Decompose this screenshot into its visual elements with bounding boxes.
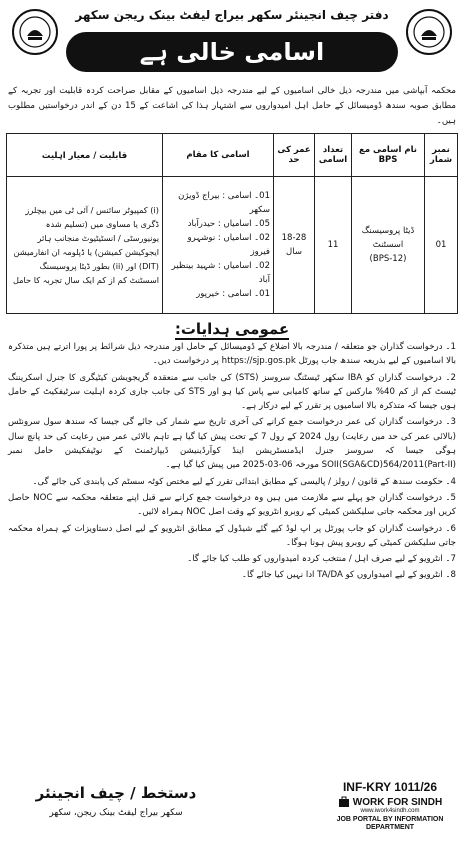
table-row (7, 177, 458, 314)
cell-count: 11 (315, 177, 352, 314)
header-location: اسامی کا مقام (163, 134, 274, 177)
header-post: نام اسامی مع BPS (352, 134, 425, 177)
signature-office: سکھر بیراج لیفٹ بینک ریجن، سکھر (49, 808, 183, 818)
reference-code: INF-KRY 1011/26 (342, 780, 438, 794)
header-serial: نمبر شمار (425, 134, 458, 177)
signature-title: دستخط / چیف انجینئر (35, 784, 197, 802)
instructions-list (6, 340, 458, 583)
instruction-item: 6۔ درخواست گذاران کو جاب پورٹل پر اپ لوڈ کیے گئے شیڈول کے مطابق انٹرویو کے لیے اصل دستاویزات کے ہمراہ محکمہ جاتی سلیکشن کمیٹی کے روبرو پیش ہونا ہوگا۔ (8, 523, 456, 548)
location-item: 01۔ اسامی : بیراج ڈویژن سکھر (178, 191, 270, 215)
header-age: عمر کی حد (274, 134, 315, 177)
header-qualification: قابلیت / معیار اہلیت (7, 134, 163, 177)
work-for-sindh-logo (330, 796, 450, 808)
work-for-sindh-text: WORK FOR SINDH (352, 796, 443, 808)
instruction-item: 3۔ درخواست گذاران کی عمر درخواست جمع کرانے کی آخری تاریخ سے شمار کی جائے گی جیسا کہ سندھ سول سرونٹس (بالائی عمر کی حد میں رعایت) رول 2024 کے رول 7 کے تحت پیش کیا گیا ہے تاہم بالائی عمر میں رعایت کی حد پانچ سال ہوگی جیسا کہ سروسز جنرل ایڈمنسٹریشن اینڈ کوآرڈینیشن ڈیپارٹمنٹ کے نوٹیفکیشن حامل نمبر SOII(SGA&CD)564/2011(Part-II) مورخہ 06-03-2025 میں پیش کیا گیا ہے۔ (8, 417, 457, 471)
location-item: 05۔ اسامیاں : حیدرآباد (187, 219, 270, 229)
office-heading: دفتر چیف انجینئر سکھر بیراج لیفٹ بینک ریجن سکھر (75, 8, 389, 22)
instruction-item: 4۔ حکومت سندھ کے قانون / رولز / پالیسی کے مطابق ابتدائی تقرر کے لیے مختص کوٹہ سسٹم کی پابندی کی جائے گی۔ (32, 476, 456, 487)
signature-block (16, 784, 216, 818)
sindh-govt-emblem-icon (404, 6, 454, 58)
cell-age: 18-28 سال (274, 177, 315, 314)
instruction-item: 8۔ انٹرویو کے لیے امیدواروں کو TA/DA ادا نہیں کیا جائے گا۔ (241, 570, 456, 581)
header (6, 4, 458, 90)
briefcase-icon (338, 796, 350, 808)
vacancy-banner: اسامی خالی ہے (66, 32, 398, 72)
instruction-item: 1۔ درخواست گذاران جو متعلقہ / مندرجہ بالا اضلاع کے ڈومیسائل کے حامل اور مندرجہ ذیل شرائط پر پورا اترتے ہیں متذکرہ بالا اسامیوں کے لیے بذریعہ سندھ جاب پورٹل https://sjp.gos.pk پر درخواست دیں۔ (8, 342, 456, 367)
post-name: ڈیٹا پروسیسنگ اسسٹنٹ (361, 226, 415, 250)
cell-post (352, 177, 425, 314)
portal-website: www.iwork4sindh.com (360, 808, 420, 814)
reference-block (330, 780, 450, 832)
instruction-item: 5۔ درخواست گذاران جو پہلے سے ملازمت میں ہیں وہ درخواست جمع کرانے سے قبل اپنے متعلقہ محکمہ سے NOC حاصل کریں اور محکمہ جاتی سلیکشن کمیٹی کے روبرو انٹرویو کے وقت اصل NOC ہمراہ لائیں۔ (8, 492, 457, 518)
cell-location (163, 177, 274, 314)
cell-serial: 01 (425, 177, 458, 314)
sindh-govt-emblem-icon (10, 6, 60, 58)
location-item: 01۔ اسامی : خیرپور (196, 289, 270, 299)
job-portal-credit: JOB PORTAL BY INFORMATION DEPARTMENT (336, 816, 444, 831)
posts-table (6, 133, 458, 314)
general-instructions-title: عمومی ہدایات: (174, 320, 290, 338)
post-bps: (BPS-12) (369, 254, 407, 264)
location-item: 02۔ اسامیاں : نوشہرو فیروز (187, 233, 270, 257)
instruction-item: 7۔ انٹرویو کے لیے صرف اہل / منتخب کردہ امیدواروں کو طلب کیا جائے گا۔ (187, 554, 456, 565)
header-count: تعداد اسامی (315, 134, 352, 177)
cell-qualification: (i) کمپیوٹر سائنس / آئی ٹی میں بیچلرز ڈگری یا مساوی میں (تسلیم شدہ یونیورسٹی / انسٹیٹیوٹ منجانب ہائر ایجوکیشن کمیشن) یا ڈپلومہ ان انفارمیشن (DIT) اور (ii) بطور ڈیٹا پروسیسنگ اسسٹنٹ کم از کم ایک سال تجربہ کا حامل (7, 177, 163, 314)
table-header-row (7, 134, 458, 177)
instruction-item: 2۔ درخواست گذاران کو IBA سکھر ٹیسٹنگ سروسز (STS) کی جانب سے منعقدہ گریجویشن کیٹیگری کا جنرل اسکریننگ ٹیسٹ کم از کم 40% مارکس کے ساتھ کامیابی سے پاس کیا ہو اور STS کی جانب جاری کردہ اہلیت سرٹیفکیٹ کے حامل ہوں جیسا کہ متذکرہ بالا اسامیوں پر تقرر کے لیے درکار ہے۔ (8, 372, 456, 412)
footer (6, 764, 458, 848)
location-item: 02۔ اسامیاں : شہید بینظیر آباد (171, 261, 270, 285)
intro-paragraph: محکمہ آبپاشی میں مندرجہ ذیل خالی اسامیوں کے لیے مندرجہ ذیل اسامیوں کے مقابل صراحت کردہ قابلیت اور تجربہ کے مطابق صوبہ سندھ ڈومیسائل کے حامل اہل امیدواروں سے اشتہار ہذا کی اشاعت کے 15 دن کے اندر درخواستیں مطلوب ہیں۔ (8, 86, 457, 126)
